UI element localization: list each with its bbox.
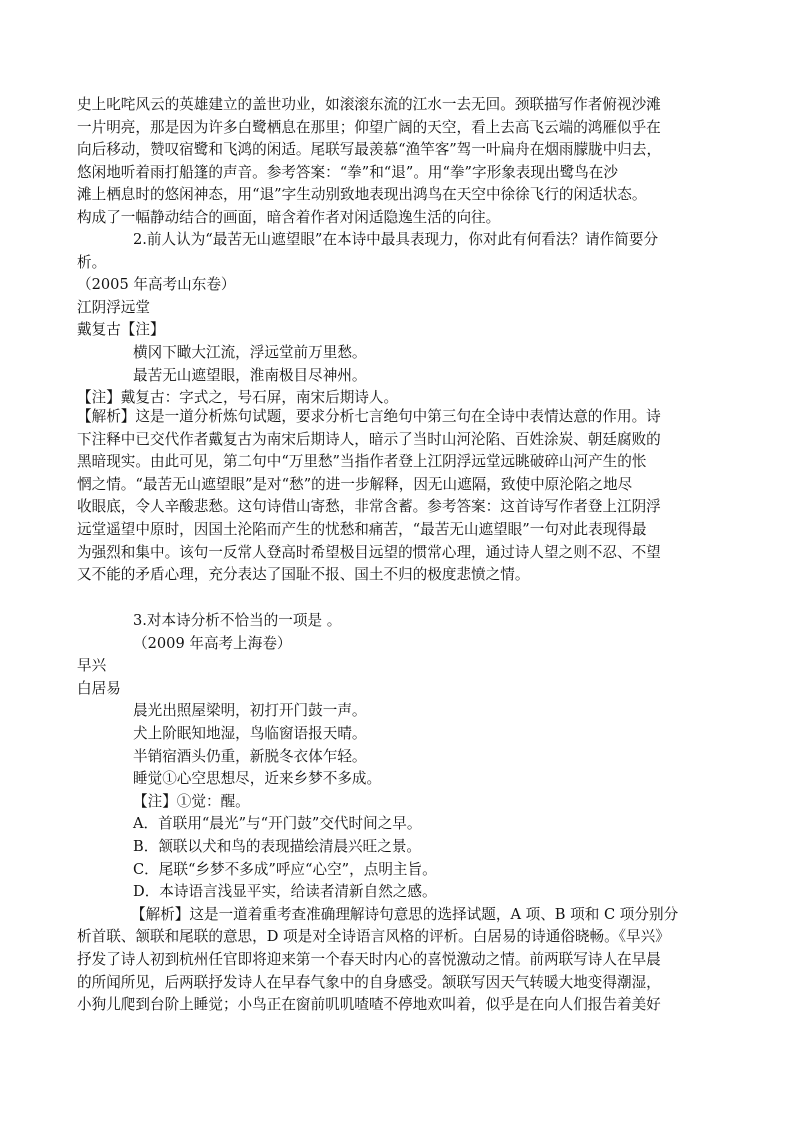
poem-note: 【注】①觉：醒。 [133, 792, 250, 810]
analysis-line: 惘之情。“最苦无山遮望眼”是对“愁”的进一步解释，因无山遮隔，致使中原沦陷之地尽 [77, 475, 633, 493]
analysis-line: 析首联、颔联和尾联的意思，D 项是对全诗语言风格的评析。白居易的诗通俗晓畅。《早兴》 [77, 928, 670, 946]
question-2-analysis [77, 406, 727, 587]
question-2 [77, 229, 727, 410]
question-3 [77, 610, 727, 1017]
option-a: A．首联用“晨光”与“开门鼓”交代时间之早。 [133, 815, 422, 833]
analysis-line: 抒发了诗人初到杭州任官即将迎来第一个春天时内心的喜悦激动之情。前两联写诗人在早晨 [77, 950, 661, 968]
poem-title: 早兴 [77, 657, 107, 675]
analysis-line: 黑暗现实。由此可见，第二句中“万里愁”当指作者登上江阴浮远堂远眺破碎山河产生的怅 [77, 453, 647, 471]
poem-note: 【注】戴复古：字式之，号石屏，南宋后期诗人。 [77, 389, 399, 407]
analysis-line: 为强烈和集中。该句一反常人登高时希望极目远望的惯常心理，通过诗人望之则不忍、不望 [77, 543, 661, 561]
analysis-line: 【解析】这是一道着重考查准确理解诗句意思的选择试题，A 项、B 项和 C 项分别分 [131, 905, 679, 923]
poem-author: 白居易 [77, 679, 121, 697]
text-line: 悠闲地听着雨打船篷的声音。参考答案：“拳”和“退”。用“拳”字形象表现出鹭鸟在沙 [77, 163, 618, 181]
intro-paragraph [77, 94, 727, 230]
analysis-line: 【解析】这是一道分析炼句试题，要求分析七言绝句中第三句在全诗中表情达意的作用。诗 [77, 408, 661, 425]
option-b: B．颔联以犬和鸟的表现描绘清晨兴旺之景。 [133, 837, 422, 855]
poem-author: 戴复古【注】 [77, 321, 165, 339]
question-2-text-cont: 析。 [77, 253, 107, 271]
question-3-text: 3.对本诗分析不恰当的一项是 。 [133, 612, 342, 629]
analysis-line: 下注释中已交代作者戴复古为南宋后期诗人，暗示了当时山河沦陷、百姓涂炭、朝廷腐败的 [77, 430, 661, 448]
analysis-line: 远堂遥望中原时，因国土沦陷而产生的忧愁和痛苦，“最苦无山遮望眼”一句对此表现得最 [77, 520, 647, 538]
poem-line: 半销宿酒头仍重，新脱冬衣体乍轻。 [133, 747, 367, 765]
analysis-line: 的所闻所见，后两联抒发诗人在早春气象中的自身感受。颔联写因天气转暖大地变得潮湿， [77, 973, 661, 991]
question-2-source: （2005 年高考山东卷） [77, 276, 236, 294]
text-line: 滩上栖息时的悠闲神态，用“退”字生动别致地表现出鸿鸟在天空中徐徐飞行的闲适状态。 [77, 186, 647, 204]
poem-line: 横冈下瞰大江流，浮远堂前万里愁。 [133, 343, 367, 361]
text-line: 一片明亮，那是因为许多白鹭栖息在那里；仰望广阔的天空，看上去高飞云端的鸿雁似乎在 [77, 118, 661, 136]
poem-line: 最苦无山遮望眼，淮南极目尽神州。 [133, 366, 367, 384]
text-line: 史上叱咤风云的英雄建立的盖世功业，如滚滚东流的江水一去无回。颈联描写作者俯视沙滩 [77, 96, 661, 113]
analysis-line: 又不能的矛盾心理，充分表达了国耻不报、国土不归的极度悲愤之情。 [77, 566, 530, 584]
poem-line: 犬上阶眠知地湿，鸟临窗语报天晴。 [133, 724, 367, 742]
question-2-text: 2.前人认为“最苦无山遮望眼”在本诗中最具表现力，你对此有何看法？请作简要分 [133, 231, 659, 248]
poem-line: 睡觉①心空思想尽，近来乡梦不多成。 [133, 770, 382, 788]
poem-title: 江阴浮远堂 [77, 298, 150, 316]
poem-line: 晨光出照屋梁明，初打开门鼓一声。 [133, 702, 367, 720]
option-c: C．尾联“乡梦不多成”呼应“心空”，点明主旨。 [133, 860, 437, 878]
analysis-line: 小狗儿爬到台阶上睡觉；小鸟正在窗前叽叽喳喳不停地欢叫着，似乎是在向人们报告着美好 [77, 996, 661, 1014]
text-line: 向后移动，赞叹宿鹭和飞鸿的闲适。尾联写最羡慕“渔竿客”驾一叶扁舟在烟雨朦胧中归去， [77, 141, 662, 159]
option-d: D．本诗语言浅显平实，给读者清新自然之感。 [133, 883, 437, 901]
question-3-source: （2009 年高考上海卷） [133, 634, 292, 652]
text-line: 构成了一幅静动结合的画面，暗含着作者对闲适隐逸生活的向往。 [77, 208, 501, 226]
analysis-line: 收眼底，令人辛酸悲愁。这句诗借山寄愁，非常含蓄。参考答案：这首诗写作者登上江阴浮 [77, 498, 661, 516]
